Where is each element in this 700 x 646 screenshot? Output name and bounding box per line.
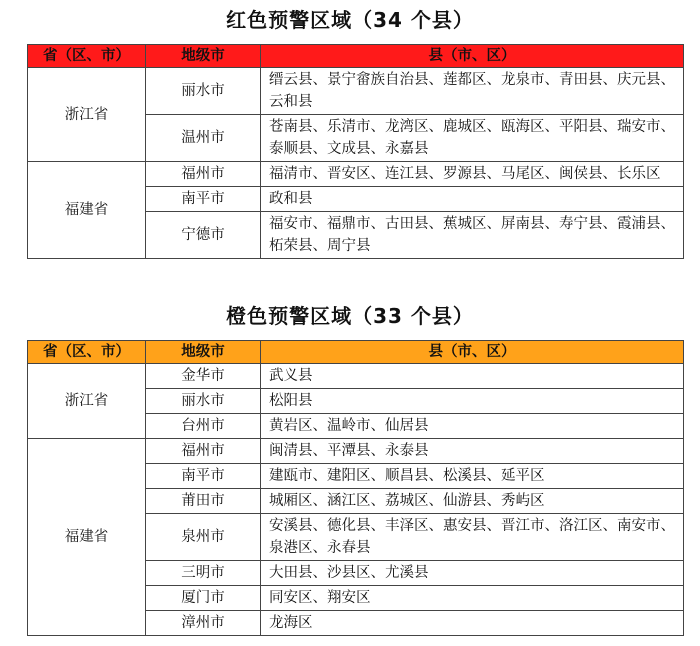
city-cell: 南平市 — [146, 464, 261, 489]
city-cell: 福州市 — [146, 439, 261, 464]
counties-cell: 龙海区 — [261, 611, 684, 636]
table-row — [28, 364, 684, 389]
table-header-row — [28, 341, 684, 364]
table-row — [28, 68, 684, 115]
table-header-row — [28, 45, 684, 68]
province-header: 省（区、市） — [28, 45, 146, 68]
city-cell: 泉州市 — [146, 514, 261, 561]
province-cell: 福建省 — [28, 162, 146, 259]
counties-cell: 福安市、福鼎市、古田县、蕉城区、屏南县、寿宁县、霞浦县、柘荣县、周宁县 — [261, 212, 684, 259]
city-cell: 厦门市 — [146, 586, 261, 611]
city-cell: 台州市 — [146, 414, 261, 439]
prefecture-city-header: 地级市 — [146, 45, 261, 68]
city-cell: 金华市 — [146, 364, 261, 389]
counties-cell: 大田县、沙县区、尤溪县 — [261, 561, 684, 586]
table-row — [28, 162, 684, 187]
counties-cell: 同安区、翔安区 — [261, 586, 684, 611]
table-row — [28, 439, 684, 464]
city-cell: 漳州市 — [146, 611, 261, 636]
counties-cell: 武义县 — [261, 364, 684, 389]
city-cell: 丽水市 — [146, 68, 261, 115]
county-header: 县（市、区） — [261, 45, 684, 68]
counties-cell: 安溪县、德化县、丰泽区、惠安县、晋江市、洛江区、南安市、泉港区、永春县 — [261, 514, 684, 561]
province-header: 省（区、市） — [28, 341, 146, 364]
city-cell: 宁德市 — [146, 212, 261, 259]
county-header: 县（市、区） — [261, 341, 684, 364]
city-cell: 三明市 — [146, 561, 261, 586]
counties-cell: 福清市、晋安区、连江县、罗源县、马尾区、闽侯县、长乐区 — [261, 162, 684, 187]
city-cell: 南平市 — [146, 187, 261, 212]
red-warning-title: 红色预警区域（34 个县） — [226, 8, 474, 32]
counties-cell: 苍南县、乐清市、龙湾区、鹿城区、瓯海区、平阳县、瑞安市、泰顺县、文成县、永嘉县 — [261, 115, 684, 162]
orange-warning-table — [27, 340, 684, 636]
province-cell: 浙江省 — [28, 68, 146, 162]
counties-cell: 政和县 — [261, 187, 684, 212]
red-warning-table — [27, 44, 684, 259]
counties-cell: 缙云县、景宁畲族自治县、莲都区、龙泉市、青田县、庆元县、云和县 — [261, 68, 684, 115]
counties-cell: 闽清县、平潭县、永泰县 — [261, 439, 684, 464]
counties-cell: 建瓯市、建阳区、顺昌县、松溪县、延平区 — [261, 464, 684, 489]
city-cell: 莆田市 — [146, 489, 261, 514]
province-cell: 福建省 — [28, 439, 146, 636]
province-cell: 浙江省 — [28, 364, 146, 439]
city-cell: 丽水市 — [146, 389, 261, 414]
prefecture-city-header: 地级市 — [146, 341, 261, 364]
city-cell: 福州市 — [146, 162, 261, 187]
city-cell: 温州市 — [146, 115, 261, 162]
counties-cell: 松阳县 — [261, 389, 684, 414]
counties-cell: 城厢区、涵江区、荔城区、仙游县、秀屿区 — [261, 489, 684, 514]
counties-cell: 黄岩区、温岭市、仙居县 — [261, 414, 684, 439]
orange-warning-title: 橙色预警区域（33 个县） — [226, 304, 474, 328]
